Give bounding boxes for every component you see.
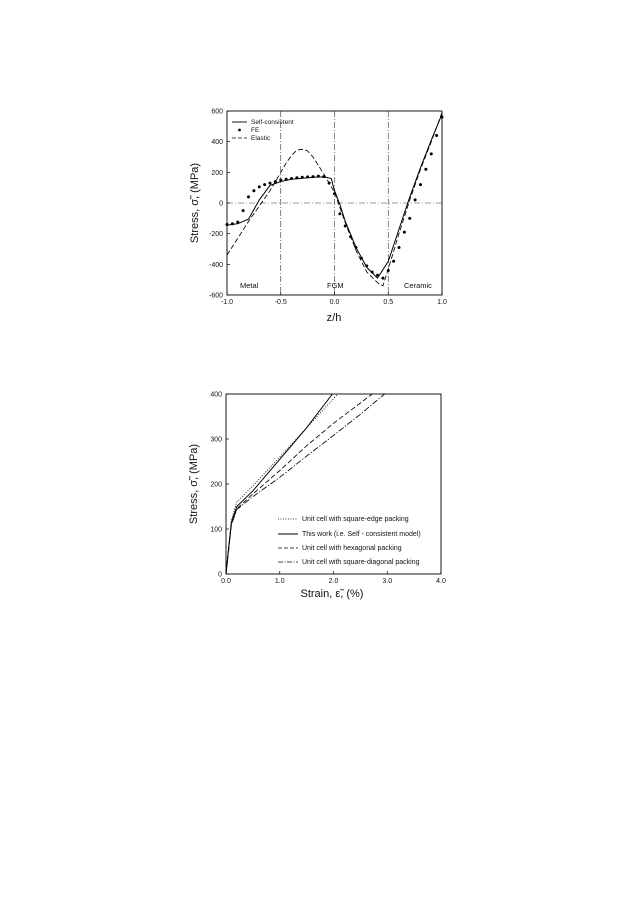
data-point-fe (365, 264, 368, 267)
x-tick-label: 3.0 (382, 578, 393, 585)
data-point-fe (403, 231, 406, 234)
y-tick-label: -400 (208, 261, 223, 269)
data-point-fe (408, 217, 411, 220)
data-point-fe (306, 175, 309, 178)
x-axis-ticks (221, 571, 446, 585)
x-tick-label: 1.0 (437, 299, 447, 306)
data-point-fe (263, 183, 266, 186)
x-axis-label: Strain, ε̃, (%) (300, 588, 364, 600)
x-tick-label: 4.0 (436, 578, 446, 585)
region-label-ceramic: Ceramic (404, 281, 432, 290)
data-point-fe (338, 212, 341, 215)
legend (278, 516, 421, 566)
region-label-metal: Metal (240, 281, 259, 290)
legend-label-square-diagonal: Unit cell with square-diagonal packing (302, 559, 420, 566)
data-point-fe (376, 274, 379, 277)
data-point-fe (317, 175, 320, 178)
data-point-fe (419, 183, 422, 186)
y-tick-label: 0 (219, 200, 223, 208)
data-point-fe (285, 178, 288, 181)
legend-swatch-fe (238, 129, 241, 132)
data-point-fe (258, 185, 261, 188)
y-tick-label: 300 (210, 436, 222, 444)
data-point-fe (252, 189, 255, 192)
y-tick-label: -600 (208, 292, 223, 300)
data-point-fe (371, 271, 374, 274)
data-point-fe (236, 221, 239, 224)
data-point-fe (269, 182, 272, 185)
y-tick-label: 400 (211, 139, 223, 147)
legend-label-fe: FE (251, 127, 260, 134)
x-axis-label: z/h (326, 312, 342, 324)
data-point-fe (355, 246, 358, 249)
legend-label-hexagonal: Unit cell with hexagonal packing (302, 545, 402, 552)
data-point-fe (301, 176, 304, 179)
data-point-fe (392, 260, 395, 263)
data-point-fe (290, 177, 293, 180)
x-tick-label: 2.0 (328, 578, 339, 585)
x-axis-ticks (221, 292, 447, 306)
x-tick-label: -1.0 (220, 299, 234, 306)
data-point-fe (247, 195, 250, 198)
chart-stress-strain (188, 392, 446, 601)
legend-label-self-consistent: Self-consistent (251, 119, 294, 126)
legend (232, 119, 294, 142)
data-point-fe (242, 209, 245, 212)
data-point-fe (381, 277, 384, 280)
y-axis-label: Stress, σ̃, (MPa) (188, 443, 200, 525)
legend-label-elastic: Elastic (251, 135, 271, 142)
chart-stress-profile (189, 109, 447, 325)
y-tick-label: 600 (211, 108, 223, 116)
data-point-fe (430, 152, 433, 155)
data-point-fe (424, 168, 427, 171)
region-label-fgm: FGM (327, 281, 344, 290)
y-tick-label: 100 (210, 526, 222, 534)
data-point-fe (435, 134, 438, 137)
data-point-fe (398, 246, 401, 249)
x-tick-label: 0.0 (329, 299, 340, 306)
y-tick-label: -200 (208, 231, 223, 239)
legend-label-this-work: This work (i.e. Self - consistent model) (302, 531, 421, 538)
data-point-fe (414, 198, 417, 201)
y-axis-label: Stress, σ̃, (MPa) (189, 162, 201, 244)
data-point-fe (279, 179, 282, 182)
x-tick-label: 0.0 (221, 578, 231, 585)
x-tick-label: 1.0 (274, 578, 285, 585)
y-tick-label: 400 (210, 391, 222, 399)
y-tick-label: 200 (210, 481, 222, 489)
data-point-fe (312, 175, 315, 178)
y-tick-label: 200 (211, 169, 223, 177)
data-point-fe (226, 223, 229, 226)
x-tick-label: -0.5 (274, 299, 287, 306)
legend-label-square-edge: Unit cell with square-edge packing (302, 516, 409, 523)
data-point-fe (231, 222, 234, 225)
x-tick-label: 0.5 (383, 299, 394, 306)
y-tick-label: 0 (218, 571, 222, 579)
data-point-fe (295, 176, 298, 179)
